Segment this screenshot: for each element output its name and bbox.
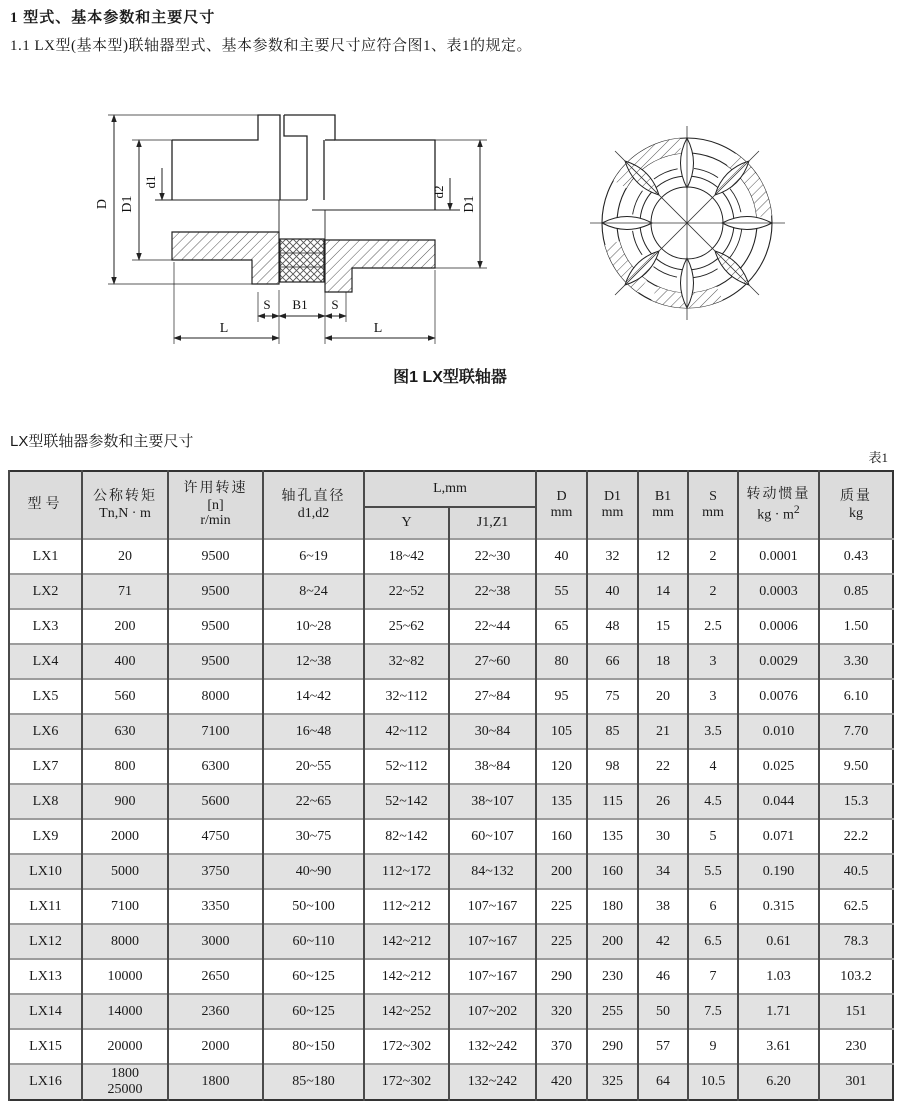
table-cell: 7.5 [688, 994, 738, 1029]
table-cell: 15 [638, 609, 688, 644]
table-cell: 0.071 [738, 819, 819, 854]
table-cell: 105 [536, 714, 587, 749]
table-cell: 10000 [82, 959, 168, 994]
table-cell: 14000 [82, 994, 168, 1029]
table-cell: 135 [587, 819, 638, 854]
header-mass: 质量 kg [819, 471, 893, 539]
table-cell: 3750 [168, 854, 263, 889]
table-cell: 2 [688, 574, 738, 609]
table-cell: 22~44 [449, 609, 536, 644]
table-cell: 2360 [168, 994, 263, 1029]
header-D: D mm [536, 471, 587, 539]
header-L-J1Z1: J1,Z1 [449, 507, 536, 539]
table-row [9, 994, 893, 1029]
table-row [9, 644, 893, 679]
table-cell: 370 [536, 1029, 587, 1064]
table-header [9, 471, 893, 539]
table-cell: 200 [587, 924, 638, 959]
table-cell: 18 [638, 644, 688, 679]
table-cell: 0.85 [819, 574, 893, 609]
table-cell: 10.5 [688, 1064, 738, 1100]
table-cell: 420 [536, 1064, 587, 1100]
header-inertia: 转动惯量 kg · $m^2$ [738, 471, 819, 539]
table-cell: 4750 [168, 819, 263, 854]
table-cell: 66 [587, 644, 638, 679]
table-cell: 4 [688, 749, 738, 784]
table-cell: 9500 [168, 609, 263, 644]
table-cell: 60~110 [263, 924, 364, 959]
table-title: LX型联轴器参数和主要尺寸 [10, 433, 194, 450]
table-cell: 0.044 [738, 784, 819, 819]
table-cell: 172~302 [364, 1029, 449, 1064]
header-D1: D1 mm [587, 471, 638, 539]
table-cell: 9.50 [819, 749, 893, 784]
table-row [9, 679, 893, 714]
table-cell: LX15 [9, 1029, 82, 1064]
table-cell: 30~75 [263, 819, 364, 854]
table-cell: 325 [587, 1064, 638, 1100]
table-cell: 6300 [168, 749, 263, 784]
table-cell: 0.0006 [738, 609, 819, 644]
table-cell: 8000 [168, 679, 263, 714]
dim-label-S-right: S [331, 297, 339, 312]
dim-label-L-left: L [219, 321, 229, 336]
table-cell: 320 [536, 994, 587, 1029]
table-cell: 1800 25000 [82, 1064, 168, 1100]
table-cell: 0.315 [738, 889, 819, 924]
table-cell: 48 [587, 609, 638, 644]
table-cell: 12 [638, 539, 688, 574]
table-cell: 60~125 [263, 959, 364, 994]
table-cell: 82~142 [364, 819, 449, 854]
table-cell: 200 [536, 854, 587, 889]
table-cell: 1.03 [738, 959, 819, 994]
coupling-section-view [62, 92, 542, 357]
table-cell: 6.20 [738, 1064, 819, 1100]
table-cell: 32~82 [364, 644, 449, 679]
table-cell: 40~90 [263, 854, 364, 889]
table-cell: 50 [638, 994, 688, 1029]
table-cell: 172~302 [364, 1064, 449, 1100]
table-row [9, 539, 893, 574]
table-cell: 75 [587, 679, 638, 714]
table-cell: 630 [82, 714, 168, 749]
table-cell: 107~167 [449, 889, 536, 924]
table-cell: 85 [587, 714, 638, 749]
table-cell: 22~38 [449, 574, 536, 609]
table-cell: 800 [82, 749, 168, 784]
header-speed: 许用转速 [n] r/min [168, 471, 263, 539]
table-cell: 107~167 [449, 959, 536, 994]
table-cell: LX10 [9, 854, 82, 889]
table-cell: 115 [587, 784, 638, 819]
table-cell: 34 [638, 854, 688, 889]
table-cell: 3.61 [738, 1029, 819, 1064]
table-cell: 142~252 [364, 994, 449, 1029]
table-cell: 9 [688, 1029, 738, 1064]
table-cell: 6 [688, 889, 738, 924]
table-cell: 40.5 [819, 854, 893, 889]
table-cell: 22.2 [819, 819, 893, 854]
table-cell: 160 [536, 819, 587, 854]
table-cell: 5000 [82, 854, 168, 889]
table-cell: 27~60 [449, 644, 536, 679]
table-cell: 22 [638, 749, 688, 784]
header-L-Y: Y [364, 507, 449, 539]
table-cell: LX2 [9, 574, 82, 609]
table-cell: 8~24 [263, 574, 364, 609]
section-hatching [172, 200, 435, 292]
table-cell: 5.5 [688, 854, 738, 889]
table-cell: 255 [587, 994, 638, 1029]
table-cell: 2000 [168, 1029, 263, 1064]
table-cell: 0.0001 [738, 539, 819, 574]
table-cell: 160 [587, 854, 638, 889]
table-cell: 6.10 [819, 679, 893, 714]
table-cell: 7100 [82, 889, 168, 924]
table-cell: 2650 [168, 959, 263, 994]
table-row [9, 784, 893, 819]
table-cell: LX11 [9, 889, 82, 924]
table-cell: 14~42 [263, 679, 364, 714]
table-cell: LX3 [9, 609, 82, 644]
table-cell: 15.3 [819, 784, 893, 819]
table-row [9, 609, 893, 644]
table-cell: 46 [638, 959, 688, 994]
table-cell: 32~112 [364, 679, 449, 714]
table-cell: 9500 [168, 539, 263, 574]
table-cell: 9500 [168, 574, 263, 609]
dim-label-L-right: L [373, 321, 383, 336]
table-cell: 132~242 [449, 1064, 536, 1100]
table-row [9, 819, 893, 854]
table-cell: 2000 [82, 819, 168, 854]
table-cell: LX14 [9, 994, 82, 1029]
header-torque: 公称转矩 Tn,N · m [82, 471, 168, 539]
table-cell: 1.71 [738, 994, 819, 1029]
table-cell: 301 [819, 1064, 893, 1100]
table-cell: 22~52 [364, 574, 449, 609]
table-cell: 290 [536, 959, 587, 994]
table-cell: 230 [587, 959, 638, 994]
table-cell: 40 [587, 574, 638, 609]
table-cell: 0.025 [738, 749, 819, 784]
table-cell: 3.30 [819, 644, 893, 679]
table-cell: 30 [638, 819, 688, 854]
table-cell: 107~167 [449, 924, 536, 959]
table-cell: 2 [688, 539, 738, 574]
table-cell: 112~172 [364, 854, 449, 889]
table-cell: 65 [536, 609, 587, 644]
table-cell: 5600 [168, 784, 263, 819]
table-cell: 20000 [82, 1029, 168, 1064]
table-cell: 40 [536, 539, 587, 574]
section-outline [155, 115, 460, 210]
table-cell: LX1 [9, 539, 82, 574]
table-cell: LX4 [9, 644, 82, 679]
table-cell: 107~202 [449, 994, 536, 1029]
table-cell: 85~180 [263, 1064, 364, 1100]
table-row [9, 749, 893, 784]
table-cell: 7100 [168, 714, 263, 749]
inertia-superscript: 2 [793, 502, 800, 516]
header-L-group: L,mm [364, 471, 536, 507]
table-cell: 225 [536, 889, 587, 924]
table-cell: 290 [587, 1029, 638, 1064]
table-cell: 14 [638, 574, 688, 609]
table-cell: 71 [82, 574, 168, 609]
table-cell: 38~107 [449, 784, 536, 819]
dim-label-D: D [95, 198, 110, 210]
table-cell: 6.5 [688, 924, 738, 959]
table-cell: 52~112 [364, 749, 449, 784]
table-cell: LX13 [9, 959, 82, 994]
dim-label-D1-right: D1 [462, 195, 477, 213]
table-cell: 200 [82, 609, 168, 644]
table-cell: 20 [638, 679, 688, 714]
table-cell: LX16 [9, 1064, 82, 1100]
table-body [9, 539, 893, 1100]
table-cell: 80~150 [263, 1029, 364, 1064]
table-row [9, 924, 893, 959]
table-cell: 2.5 [688, 609, 738, 644]
table-cell: 55 [536, 574, 587, 609]
table-cell: 7 [688, 959, 738, 994]
table-cell: 5 [688, 819, 738, 854]
table-row [9, 959, 893, 994]
figure-caption: 图1 LX型联轴器 [393, 369, 507, 386]
table-cell: LX8 [9, 784, 82, 819]
table-cell: 80 [536, 644, 587, 679]
table-row [9, 1029, 893, 1064]
table-cell: 0.190 [738, 854, 819, 889]
table-cell: 225 [536, 924, 587, 959]
section-heading: 1 型式、基本参数和主要尺寸 [10, 10, 216, 26]
table-cell: 42~112 [364, 714, 449, 749]
table-cell: 0.61 [738, 924, 819, 959]
table-row [9, 889, 893, 924]
table-cell: 52~142 [364, 784, 449, 819]
table-cell: 22~30 [449, 539, 536, 574]
table-cell: 1.50 [819, 609, 893, 644]
table-cell: 400 [82, 644, 168, 679]
table-cell: 25~62 [364, 609, 449, 644]
table-cell: LX6 [9, 714, 82, 749]
table-cell: 230 [819, 1029, 893, 1064]
table-row [9, 714, 893, 749]
table-cell: 38 [638, 889, 688, 924]
table-cell: 62.5 [819, 889, 893, 924]
table-cell: 18~42 [364, 539, 449, 574]
table-cell: 900 [82, 784, 168, 819]
table-cell: 0.0003 [738, 574, 819, 609]
table-cell: 1800 [168, 1064, 263, 1100]
table-cell: 3000 [168, 924, 263, 959]
table-cell: 120 [536, 749, 587, 784]
table-cell: 9500 [168, 644, 263, 679]
header-bore: 轴孔直径 d1,d2 [263, 471, 364, 539]
coupling-front-view [570, 110, 830, 340]
dim-label-d1: d1 [143, 175, 158, 189]
table-cell: LX5 [9, 679, 82, 714]
table-cell: 57 [638, 1029, 688, 1064]
table-cell: 132~242 [449, 1029, 536, 1064]
table-cell: 142~212 [364, 959, 449, 994]
table-cell: LX7 [9, 749, 82, 784]
table-cell: 20~55 [263, 749, 364, 784]
table-cell: 4.5 [688, 784, 738, 819]
table-cell: 21 [638, 714, 688, 749]
table-row [9, 1064, 893, 1100]
table-cell: 64 [638, 1064, 688, 1100]
table-cell: 3 [688, 679, 738, 714]
table-cell: 60~125 [263, 994, 364, 1029]
table-cell: 3350 [168, 889, 263, 924]
table-cell: 151 [819, 994, 893, 1029]
table-cell: 3.5 [688, 714, 738, 749]
table-number: 表1 [868, 450, 888, 465]
table-cell: 0.43 [819, 539, 893, 574]
table-cell: 12~38 [263, 644, 364, 679]
table-cell: 78.3 [819, 924, 893, 959]
dim-label-B1: B1 [292, 297, 308, 312]
parameter-table [8, 470, 894, 1101]
dim-label-S-left: S [263, 297, 271, 312]
table-cell: LX12 [9, 924, 82, 959]
dim-label-D1-left: D1 [120, 195, 135, 213]
table-row [9, 854, 893, 889]
table-cell: 42 [638, 924, 688, 959]
table-cell: 30~84 [449, 714, 536, 749]
table-cell: 10~28 [263, 609, 364, 644]
table-cell: 142~212 [364, 924, 449, 959]
table-cell: 112~212 [364, 889, 449, 924]
table-cell: 0.0029 [738, 644, 819, 679]
table-cell: 135 [536, 784, 587, 819]
table-cell: 6~19 [263, 539, 364, 574]
table-cell: 20 [82, 539, 168, 574]
table-cell: 180 [587, 889, 638, 924]
table-cell: 0.0076 [738, 679, 819, 714]
table-cell: 7.70 [819, 714, 893, 749]
table-cell: 84~132 [449, 854, 536, 889]
table-row [9, 574, 893, 609]
table-cell: 560 [82, 679, 168, 714]
dim-label-d2: d2 [431, 185, 446, 199]
table-cell: 50~100 [263, 889, 364, 924]
table-cell: 27~84 [449, 679, 536, 714]
clause-text: 1.1 LX型(基本型)联轴器型式、基本参数和主要尺寸应符合图1、表1的规定。 [10, 38, 532, 54]
table-cell: 22~65 [263, 784, 364, 819]
header-S: S mm [688, 471, 738, 539]
table-cell: 16~48 [263, 714, 364, 749]
table-cell: 60~107 [449, 819, 536, 854]
table-cell: 95 [536, 679, 587, 714]
table-cell: 8000 [82, 924, 168, 959]
header-B1: B1 mm [638, 471, 688, 539]
header-model: 型号 [9, 471, 82, 539]
table-cell: 32 [587, 539, 638, 574]
table-cell: 103.2 [819, 959, 893, 994]
table-cell: 26 [638, 784, 688, 819]
table-cell: LX9 [9, 819, 82, 854]
table-cell: 98 [587, 749, 638, 784]
table-cell: 3 [688, 644, 738, 679]
table-cell: 0.010 [738, 714, 819, 749]
table-cell: 38~84 [449, 749, 536, 784]
